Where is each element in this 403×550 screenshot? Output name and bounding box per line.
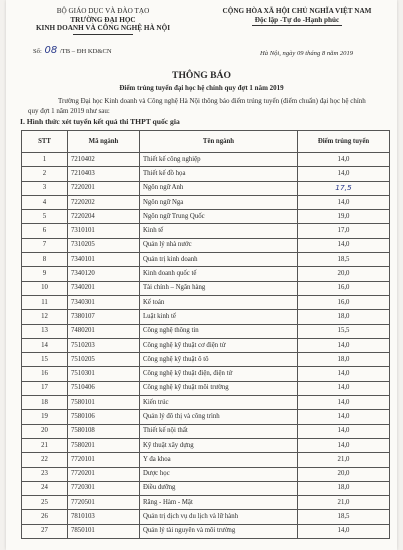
row-major-name-text: Điều dưỡng [143, 484, 176, 492]
table-row [22, 267, 390, 281]
row-score-text: 19,0 [337, 212, 350, 220]
row-major-code-text: 7510203 [71, 341, 95, 349]
row-major-code-text: 7720501 [71, 498, 95, 506]
table-header-row [22, 131, 390, 153]
row-stt-text: 3 [42, 184, 47, 192]
row-score-text: 17,5 [335, 182, 352, 192]
row-stt [22, 281, 68, 295]
date-line: Hà Nội, ngày 09 tháng 8 năm 2019 [260, 50, 354, 57]
table-row [22, 195, 390, 209]
row-major-name-text: Ngôn ngữ Trung Quốc [143, 212, 205, 220]
row-stt-text: 24 [41, 484, 48, 492]
row-score [298, 267, 390, 281]
row-score-text: 18,0 [337, 484, 350, 492]
row-score [298, 496, 390, 510]
row-major-name-text: Quản lý nhà nước [143, 241, 192, 249]
table-row [22, 281, 390, 295]
row-stt [22, 238, 68, 252]
row-score-text: 16,0 [337, 298, 350, 306]
row-score-text: 15,5 [337, 327, 350, 335]
row-stt [22, 510, 68, 524]
row-stt [22, 195, 68, 209]
row-score-text: 16,0 [337, 284, 350, 292]
row-major-name [140, 467, 298, 481]
row-stt [22, 310, 68, 324]
row-major-name-text: Thiết kế nội thất [143, 427, 188, 435]
row-major-name [140, 410, 298, 424]
row-score-text: 14,0 [337, 155, 350, 163]
row-score [298, 338, 390, 352]
row-score [298, 153, 390, 167]
row-score-text: 20,0 [337, 270, 350, 278]
row-major-name-text: Răng - Hàm - Mặt [143, 498, 193, 506]
row-score [298, 438, 390, 452]
row-major-name [140, 453, 298, 467]
row-major-code-text: 7510301 [71, 370, 95, 378]
row-stt-text: 12 [41, 312, 48, 320]
row-major-code-text: 7580101 [71, 398, 95, 406]
row-major-code [68, 467, 140, 481]
row-score-text: 14,0 [337, 441, 350, 449]
row-stt [22, 381, 68, 395]
row-score [298, 253, 390, 267]
row-score-text: 14,0 [337, 370, 350, 378]
row-stt [22, 467, 68, 481]
row-stt [22, 224, 68, 238]
row-score [298, 295, 390, 309]
row-stt-text: 6 [42, 227, 47, 235]
row-score [298, 424, 390, 438]
table-row [22, 253, 390, 267]
row-score-text: 14,0 [337, 427, 350, 435]
row-major-name [140, 224, 298, 238]
row-major-name-text: Kinh doanh quốc tế [143, 270, 197, 278]
row-major-code [68, 367, 140, 381]
row-score [298, 410, 390, 424]
row-major-name [140, 381, 298, 395]
motto-divider [252, 25, 342, 26]
table-row [22, 181, 390, 195]
row-major-code-text: 7220204 [71, 212, 95, 220]
header-major-name: Tên ngành [140, 131, 298, 153]
row-score-text: 14,0 [337, 169, 350, 177]
row-major-code [68, 181, 140, 195]
row-major-code-text: 7580108 [71, 427, 95, 435]
table-row [22, 310, 390, 324]
doc-number-prefix: Số: [33, 48, 42, 55]
row-score [298, 467, 390, 481]
row-score [298, 238, 390, 252]
document-number [33, 45, 112, 56]
table-row [22, 324, 390, 338]
row-major-code [68, 210, 140, 224]
table-row [22, 496, 390, 510]
row-stt-text: 10 [41, 284, 48, 292]
row-score-text: 21,0 [337, 498, 350, 506]
table-row [22, 381, 390, 395]
row-major-code-text: 7720201 [71, 470, 95, 478]
row-stt-text: 2 [42, 169, 47, 177]
row-stt-text: 11 [41, 298, 48, 306]
row-major-code [68, 481, 140, 495]
row-stt-text: 14 [41, 341, 48, 349]
row-score-text: 14,0 [337, 198, 350, 206]
row-major-name-text: Công nghệ kỹ thuật cơ điện tử [143, 341, 226, 349]
row-major-code-text: 7340120 [71, 270, 95, 278]
section-heading: I. Hình thức xét tuyển kết quả thi THPT quốc gia [20, 117, 180, 126]
table-row [22, 438, 390, 452]
row-major-name-text: Công nghệ kỹ thuật điện, điện tử [143, 370, 233, 378]
header-score: Điểm trúng tuyển [298, 131, 390, 153]
row-score [298, 310, 390, 324]
row-score [298, 281, 390, 295]
row-stt [22, 267, 68, 281]
row-stt [22, 524, 68, 538]
school-name-line1: TRƯỜNG ĐẠI HỌC [70, 15, 136, 24]
row-score [298, 324, 390, 338]
table-row [22, 410, 390, 424]
header-divider [73, 34, 133, 35]
row-major-code [68, 267, 140, 281]
row-stt-text: 4 [42, 198, 47, 206]
row-stt [22, 481, 68, 495]
row-major-code-text: 7480201 [71, 327, 95, 335]
table-row [22, 353, 390, 367]
row-major-name-text: Thiết kế đồ họa [143, 169, 186, 177]
row-stt [22, 253, 68, 267]
row-major-name-text: Quản lý đô thị và công trình [143, 412, 220, 420]
table-row [22, 224, 390, 238]
row-major-name [140, 310, 298, 324]
row-stt [22, 496, 68, 510]
table-body [22, 153, 390, 539]
row-major-code-text: 7210403 [71, 169, 95, 177]
row-major-code [68, 381, 140, 395]
row-major-code-text: 7580201 [71, 441, 95, 449]
document-page [6, 0, 397, 550]
row-score [298, 195, 390, 209]
row-major-name-text: Ngôn ngữ Anh [143, 184, 184, 192]
table-row [22, 167, 390, 181]
row-score-text: 20,0 [337, 470, 350, 478]
row-major-code [68, 224, 140, 238]
row-score [298, 167, 390, 181]
table-row [22, 467, 390, 481]
row-major-name [140, 167, 298, 181]
table-row [22, 153, 390, 167]
row-major-name [140, 367, 298, 381]
row-major-code [68, 310, 140, 324]
row-major-code [68, 438, 140, 452]
row-major-name [140, 253, 298, 267]
row-major-name-text: Dược học [143, 470, 170, 478]
table-row [22, 424, 390, 438]
row-major-code-text: 7810103 [71, 513, 95, 521]
row-major-name-text: Kiến trúc [143, 398, 169, 406]
row-major-code-text: 7340301 [71, 298, 95, 306]
row-score-text: 17,0 [337, 227, 350, 235]
table-row [22, 367, 390, 381]
doc-number-handwritten: 08 [44, 45, 58, 56]
row-stt-text: 21 [41, 441, 48, 449]
row-major-name-text: Thiết kế công nghiệp [143, 155, 201, 163]
row-major-code [68, 524, 140, 538]
row-score [298, 481, 390, 495]
row-score-text: 18,5 [337, 513, 350, 521]
intro-paragraph: Trường Đại học Kinh doanh và Công nghệ Hà Nội thông báo điểm trúng tuyển (điểm chuẩn) đại học hệ chính quy đợt 1 năm 2019 như sau: [28, 97, 366, 115]
row-major-code [68, 396, 140, 410]
row-stt [22, 396, 68, 410]
row-major-name [140, 496, 298, 510]
row-stt-text: 8 [42, 255, 47, 263]
row-score-text: 18,0 [337, 355, 350, 363]
row-major-name [140, 481, 298, 495]
row-major-code-text: 7310205 [71, 241, 95, 249]
row-major-name-text: Công nghệ kỹ thuật môi trường [143, 384, 229, 392]
row-score-text: 21,0 [337, 455, 350, 463]
row-major-name-text: Kỹ thuật xây dựng [143, 441, 194, 449]
row-major-name-text: Ngôn ngữ Nga [143, 198, 184, 206]
row-major-code-text: 7340201 [71, 284, 95, 292]
row-major-name [140, 353, 298, 367]
table-row [22, 396, 390, 410]
row-stt-text: 26 [41, 513, 48, 521]
national-header [202, 7, 392, 26]
row-score-text: 18,5 [337, 255, 350, 263]
row-major-code [68, 253, 140, 267]
row-score [298, 353, 390, 367]
row-score [298, 524, 390, 538]
row-stt-text: 18 [41, 398, 48, 406]
row-major-code [68, 238, 140, 252]
row-major-code-text: 7220201 [71, 184, 95, 192]
row-stt [22, 353, 68, 367]
row-major-name [140, 524, 298, 538]
row-stt-text: 7 [42, 241, 47, 249]
row-major-code [68, 153, 140, 167]
row-major-name [140, 267, 298, 281]
row-major-code [68, 295, 140, 309]
table-row [22, 481, 390, 495]
row-major-code-text: 7850101 [71, 527, 95, 535]
row-stt [22, 153, 68, 167]
row-stt [22, 338, 68, 352]
row-score [298, 510, 390, 524]
country-name: CỘNG HÒA XÃ HỘI CHỦ NGHĨA VIỆT NAM [222, 7, 372, 15]
row-major-code-text: 7220202 [71, 198, 95, 206]
notice-title: THÔNG BÁO [172, 70, 231, 81]
row-major-name [140, 195, 298, 209]
row-major-code [68, 424, 140, 438]
row-score-text: 14,0 [337, 241, 350, 249]
row-score-text: 14,0 [337, 341, 350, 349]
header-major-code: Mã ngành [68, 131, 140, 153]
row-stt-text: 1 [42, 155, 47, 163]
row-score-text: 14,0 [337, 412, 350, 420]
row-stt-text: 17 [41, 384, 48, 392]
row-major-name-text: Tài chính – Ngân hàng [143, 284, 206, 292]
row-major-name [140, 324, 298, 338]
row-major-code-text: 7720301 [71, 484, 95, 492]
row-major-code-text: 7310101 [71, 227, 95, 235]
row-major-name [140, 181, 298, 195]
row-stt [22, 424, 68, 438]
row-stt-text: 16 [41, 370, 48, 378]
row-major-name-text: Công nghệ thông tin [143, 327, 199, 335]
doc-number-suffix: /TB – ĐH KD&CN [59, 48, 112, 55]
table-row [22, 295, 390, 309]
row-stt-text: 22 [41, 455, 48, 463]
row-stt-text: 20 [41, 427, 48, 435]
table-row [22, 524, 390, 538]
row-score [298, 453, 390, 467]
row-major-code [68, 338, 140, 352]
row-score-text: 14,0 [337, 384, 350, 392]
row-major-name [140, 510, 298, 524]
row-major-name-text: Kinh tế [143, 227, 164, 235]
row-major-name [140, 238, 298, 252]
row-major-name-text: Quản trị kinh doanh [143, 255, 198, 263]
row-stt-text: 19 [41, 412, 48, 420]
row-major-code-text: 7210402 [71, 155, 95, 163]
row-stt-text: 15 [41, 355, 48, 363]
row-stt [22, 453, 68, 467]
row-score-text: 18,0 [337, 312, 350, 320]
row-major-name-text: Quản trị dịch vụ du lịch và lữ hành [143, 513, 239, 521]
row-major-code [68, 324, 140, 338]
row-score-text: 14,0 [337, 398, 350, 406]
row-stt [22, 181, 68, 195]
row-score [298, 181, 390, 195]
row-major-name [140, 153, 298, 167]
row-major-code [68, 496, 140, 510]
row-stt-text: 13 [41, 327, 48, 335]
table-row [22, 338, 390, 352]
row-major-name [140, 424, 298, 438]
header-stt: STT [22, 131, 68, 153]
row-major-code-text: 7510205 [71, 355, 95, 363]
row-score [298, 210, 390, 224]
table-row [22, 210, 390, 224]
row-major-code-text: 7340101 [71, 255, 95, 263]
row-major-code [68, 410, 140, 424]
row-score [298, 367, 390, 381]
row-major-name-text: Công nghệ kỹ thuật ô tô [143, 355, 209, 363]
row-major-code [68, 453, 140, 467]
ministry-name: BỘ GIÁO DỤC VÀ ĐÀO TẠO [56, 7, 150, 15]
row-major-name [140, 438, 298, 452]
table-row [22, 453, 390, 467]
row-major-code [68, 195, 140, 209]
row-major-code [68, 353, 140, 367]
row-stt-text: 27 [41, 527, 48, 535]
row-major-code-text: 7720101 [71, 455, 95, 463]
row-major-code-text: 7380107 [71, 312, 95, 320]
row-stt [22, 324, 68, 338]
school-name-line2: KINH DOANH VÀ CÔNG NGHỆ HÀ NỘI [35, 24, 171, 33]
row-stt [22, 410, 68, 424]
row-major-name-text: Luật kinh tế [143, 312, 176, 320]
row-major-code [68, 510, 140, 524]
row-stt-text: 23 [41, 470, 48, 478]
row-stt-text: 5 [42, 212, 47, 220]
row-stt-text: 9 [42, 270, 47, 278]
row-major-code-text: 7510406 [71, 384, 95, 392]
row-major-name [140, 338, 298, 352]
row-score [298, 224, 390, 238]
issuer-header [28, 7, 178, 35]
row-major-code [68, 167, 140, 181]
row-stt [22, 167, 68, 181]
row-major-name [140, 210, 298, 224]
row-stt-text: 25 [41, 498, 48, 506]
row-stt [22, 295, 68, 309]
row-major-name [140, 396, 298, 410]
row-stt [22, 210, 68, 224]
national-motto: Độc lập -Tự do -Hạnh phúc [254, 15, 340, 24]
row-major-name [140, 281, 298, 295]
row-score [298, 396, 390, 410]
notice-subtitle: Điểm trúng tuyển đại học hệ chính quy đợt 1 năm 2019 [119, 84, 284, 92]
row-major-name-text: Quản lý tài nguyên và môi trường [143, 527, 236, 535]
row-stt [22, 367, 68, 381]
row-major-name-text: Y đa khoa [143, 455, 171, 463]
row-score-text: 14,0 [337, 527, 350, 535]
row-stt [22, 438, 68, 452]
row-score [298, 381, 390, 395]
row-major-name-text: Kế toán [143, 298, 165, 306]
table-row [22, 510, 390, 524]
row-major-name [140, 295, 298, 309]
row-major-code [68, 281, 140, 295]
row-major-code-text: 7580106 [71, 412, 95, 420]
admission-score-table [21, 130, 390, 539]
table-row [22, 238, 390, 252]
